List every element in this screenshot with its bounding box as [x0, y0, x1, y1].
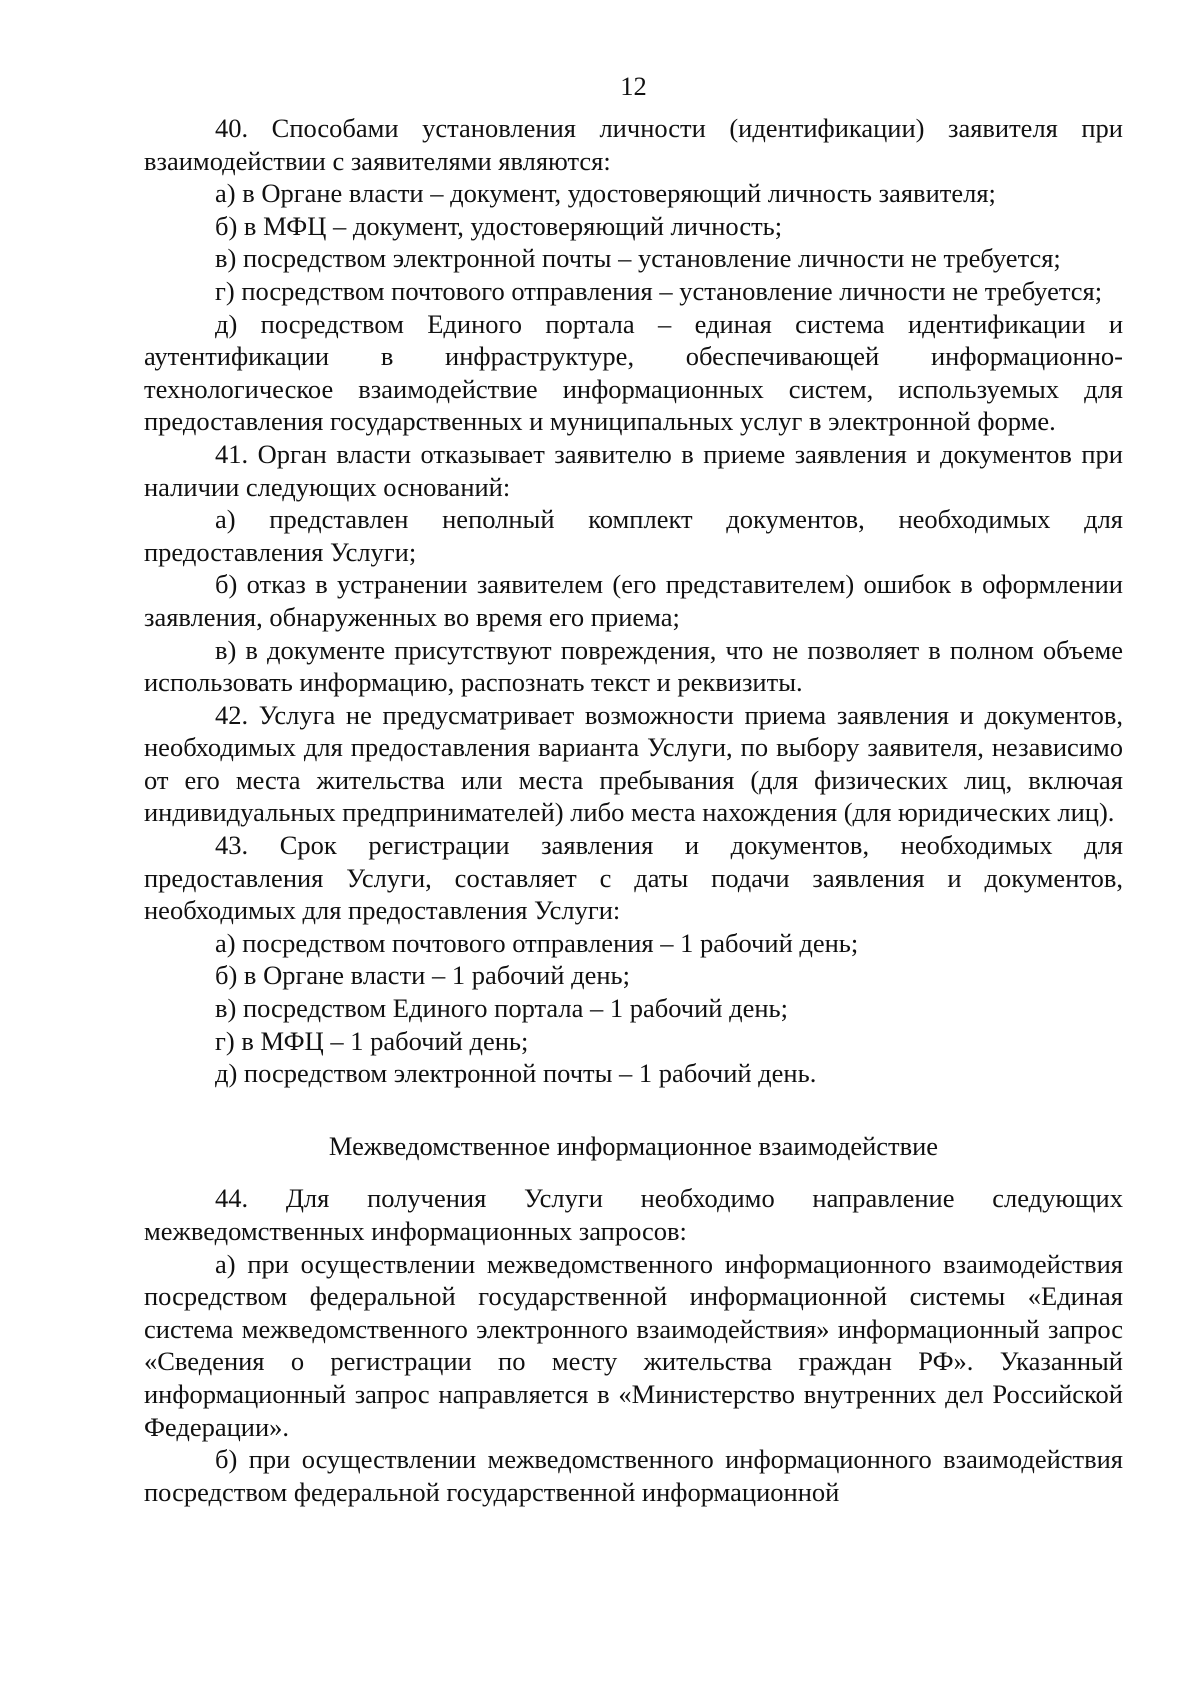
paragraph-41: 41. Орган власти отказывает заявителю в приеме заявления и документов при наличии следующих оснований:	[144, 438, 1123, 502]
list-item-44-a: а) при осуществлении межведомственного информационного взаимодействия посредством федеральной государственной информационной системы «Единая система межведомственного электронного взаимодействия» информационный запрос «Сведения о регистрации по месту жительства граждан РФ». Указанный информационный запрос направляется в «Министерство внутренних дел Российской Федерации».	[144, 1248, 1123, 1442]
paragraph-44: 44. Для получения Услуги необходимо направление следующих межведомственных информационных запросов:	[144, 1183, 1123, 1246]
list-item-40-d: д) посредством Единого портала – единая система идентификации и аутентификации в инфраструктуре, обеспечивающей информационно-технологическое взаимодействие информационных систем, используемых для предоставления государственных и муниципальных услуг в электронной форме.	[144, 308, 1123, 437]
document-body	[144, 112, 1123, 1508]
list-item-43-b: б) в Органе власти – 1 рабочий день;	[215, 960, 630, 991]
list-item-40-g: г) посредством почтового отправления – установление личности не требуется;	[215, 275, 1103, 306]
section-heading: Межведомственное информационное взаимодействие	[328, 1130, 939, 1161]
list-item-41-a: а) представлен неполный комплект документов, необходимых для предоставления Услуги;	[144, 504, 1123, 567]
list-item-40-b: б) в МФЦ – документ, удостоверяющий личность;	[215, 210, 783, 241]
list-item-43-a: а) посредством почтового отправления – 1 рабочий день;	[215, 927, 859, 958]
list-item-41-b: б) отказ в устранении заявителем (его представителем) ошибок в оформлении заявления, обнаруженных во время его приема;	[144, 569, 1123, 632]
paragraph-40: 40. Способами установления личности (идентификации) заявителя при взаимодействии с заявителями являются:	[144, 113, 1123, 176]
list-item-44-b: б) при осуществлении межведомственного информационного взаимодействия посредством федеральной государственной информационной	[144, 1444, 1123, 1507]
section-spacer	[144, 1162, 1123, 1182]
list-item-43-d: д) посредством электронной почты – 1 рабочий день.	[215, 1058, 817, 1089]
page-number: 12	[620, 71, 647, 101]
paragraph-43: 43. Срок регистрации заявления и документов, необходимых для предоставления Услуги, составляет с даты подачи заявления и документов, необходимых для предоставления Услуги:	[144, 830, 1123, 926]
list-item-40-v: в) посредством электронной почты – установление личности не требуется;	[215, 243, 1061, 274]
list-item-41-v: в) в документе присутствуют повреждения, что не позволяет в полном объеме использовать информацию, распознать текст и реквизиты.	[144, 634, 1123, 698]
list-item-43-v: в) посредством Единого портала – 1 рабочий день;	[215, 993, 788, 1024]
list-item-40-a: а) в Органе власти – документ, удостоверяющий личность заявителя;	[215, 178, 996, 209]
paragraph-42: 42. Услуга не предусматривает возможности приема заявления и документов, необходимых для предоставления варианта Услуги, по выбору заявителя, независимо от его места жительства или места пребывания (для физических лиц, включая индивидуальных предпринимателей) либо места нахождения (для юридических лиц).	[144, 699, 1123, 828]
section-spacer	[144, 1090, 1123, 1130]
list-item-43-g: г) в МФЦ – 1 рабочий день;	[215, 1025, 529, 1056]
